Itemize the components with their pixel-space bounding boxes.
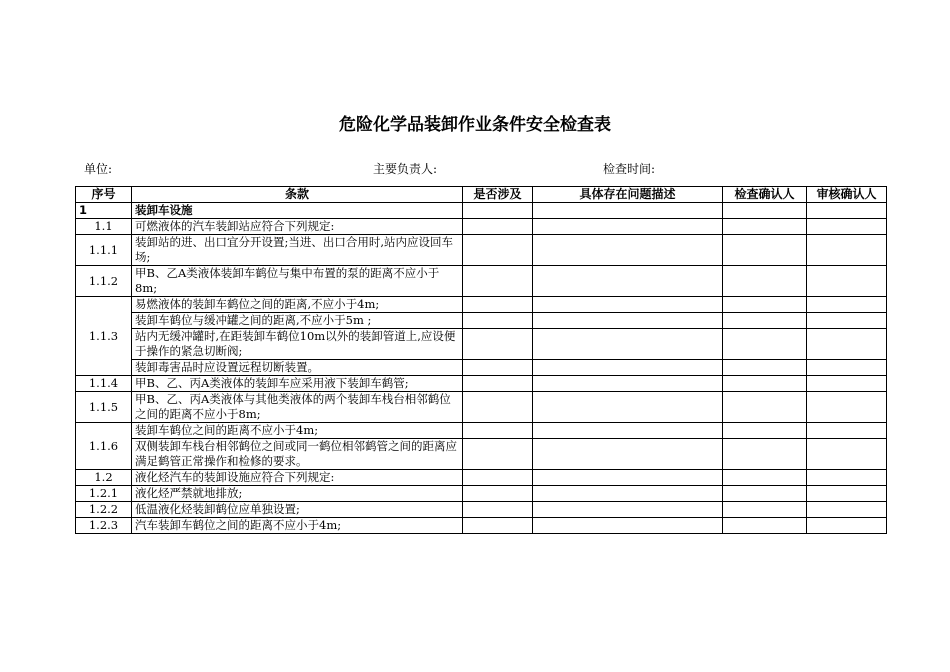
reviewer-cell[interactable] <box>807 297 887 313</box>
clause-text: 液化烃汽车的装卸设施应符合下列规定: <box>132 470 463 486</box>
section-row <box>76 203 887 219</box>
clause-text: 站内无缓冲罐时,在距装卸车鹤位10m以外的装卸管道上,应设便于操作的紧急切断阀; <box>132 329 463 360</box>
checker-cell[interactable] <box>723 423 807 439</box>
checker-cell[interactable] <box>723 502 807 518</box>
reviewer-cell[interactable] <box>807 203 887 219</box>
table-row <box>76 486 887 502</box>
reviewer-cell[interactable] <box>807 502 887 518</box>
problem-cell[interactable] <box>533 219 723 235</box>
reviewer-cell[interactable] <box>807 360 887 376</box>
table-row <box>76 360 887 376</box>
problem-cell[interactable] <box>533 266 723 297</box>
checker-cell[interactable] <box>723 518 807 534</box>
reviewer-cell[interactable] <box>807 235 887 266</box>
involved-cell[interactable] <box>463 313 533 329</box>
checker-cell[interactable] <box>723 376 807 392</box>
reviewer-cell[interactable] <box>807 266 887 297</box>
col-header-involved: 是否涉及 <box>463 187 533 203</box>
reviewer-cell[interactable] <box>807 392 887 423</box>
involved-cell[interactable] <box>463 518 533 534</box>
clause-text: 装卸毒害品时应设置远程切断装置。 <box>132 360 463 376</box>
checker-cell[interactable] <box>723 235 807 266</box>
problem-cell[interactable] <box>533 329 723 360</box>
reviewer-cell[interactable] <box>807 313 887 329</box>
clause-text: 液化烃严禁就地排放; <box>132 486 463 502</box>
reviewer-cell[interactable] <box>807 376 887 392</box>
reviewer-cell[interactable] <box>807 423 887 439</box>
checker-cell[interactable] <box>723 439 807 470</box>
clause-text: 甲B、乙、丙A类液体与其他类液体的两个装卸车栈台相邻鹤位之间的距离不应小于8m; <box>132 392 463 423</box>
table-row <box>76 219 887 235</box>
involved-cell[interactable] <box>463 203 533 219</box>
problem-cell[interactable] <box>533 235 723 266</box>
problem-cell[interactable] <box>533 502 723 518</box>
row-number: 1.1.1 <box>76 235 132 266</box>
inspection-table <box>75 186 887 534</box>
row-number: 1.1.5 <box>76 392 132 423</box>
checker-cell[interactable] <box>723 392 807 423</box>
involved-cell[interactable] <box>463 219 533 235</box>
table-row <box>76 313 887 329</box>
involved-cell[interactable] <box>463 297 533 313</box>
checker-cell[interactable] <box>723 297 807 313</box>
row-number: 1.2.1 <box>76 486 132 502</box>
involved-cell[interactable] <box>463 329 533 360</box>
section-title: 装卸车设施 <box>132 203 463 219</box>
reviewer-cell[interactable] <box>807 329 887 360</box>
problem-cell[interactable] <box>533 439 723 470</box>
table-row <box>76 439 887 470</box>
table-row <box>76 423 887 439</box>
reviewer-cell[interactable] <box>807 439 887 470</box>
checker-cell[interactable] <box>723 470 807 486</box>
checker-cell[interactable] <box>723 203 807 219</box>
involved-cell[interactable] <box>463 360 533 376</box>
clause-text: 可燃液体的汽车装卸站应符合下列规定: <box>132 219 463 235</box>
table-row <box>76 329 887 360</box>
reviewer-cell[interactable] <box>807 486 887 502</box>
unit-label: 单位: <box>84 162 113 176</box>
problem-cell[interactable] <box>533 297 723 313</box>
involved-cell[interactable] <box>463 235 533 266</box>
reviewer-cell[interactable] <box>807 219 887 235</box>
checker-cell[interactable] <box>723 486 807 502</box>
problem-cell[interactable] <box>533 376 723 392</box>
involved-cell[interactable] <box>463 439 533 470</box>
row-number: 1.2.3 <box>76 518 132 534</box>
problem-cell[interactable] <box>533 313 723 329</box>
clause-text: 双侧装卸车栈台相邻鹤位之间或同一鹤位相邻鹤管之间的距离应满足鹤管正常操作和检修的要求。 <box>132 439 463 470</box>
row-number: 1.1.2 <box>76 266 132 297</box>
involved-cell[interactable] <box>463 486 533 502</box>
clause-text: 装卸站的进、出口宜分开设置;当进、出口合用时,站内应设回车场; <box>132 235 463 266</box>
table-row <box>76 470 887 486</box>
problem-cell[interactable] <box>533 423 723 439</box>
table-row <box>76 235 887 266</box>
checker-cell[interactable] <box>723 266 807 297</box>
checker-cell[interactable] <box>723 219 807 235</box>
table-row <box>76 518 887 534</box>
problem-cell[interactable] <box>533 360 723 376</box>
checker-cell[interactable] <box>723 329 807 360</box>
reviewer-cell[interactable] <box>807 470 887 486</box>
involved-cell[interactable] <box>463 470 533 486</box>
problem-cell[interactable] <box>533 203 723 219</box>
problem-cell[interactable] <box>533 518 723 534</box>
page-title: 危险化学品装卸作业条件安全检查表 <box>339 115 611 135</box>
problem-cell[interactable] <box>533 470 723 486</box>
checker-cell[interactable] <box>723 360 807 376</box>
row-number: 1.1 <box>76 219 132 235</box>
clause-text: 装卸车鹤位之间的距离不应小于4m; <box>132 423 463 439</box>
row-number: 1.1.3 <box>76 297 132 376</box>
involved-cell[interactable] <box>463 502 533 518</box>
table-row <box>76 266 887 297</box>
clause-text: 低温液化烃装卸鹤位应单独设置; <box>132 502 463 518</box>
owner-label: 主要负责人: <box>373 162 438 176</box>
table-row <box>76 297 887 313</box>
section-number: 1 <box>76 203 132 219</box>
row-number: 1.2 <box>76 470 132 486</box>
clause-text: 汽车装卸车鹤位之间的距离不应小于4m; <box>132 518 463 534</box>
reviewer-cell[interactable] <box>807 518 887 534</box>
problem-cell[interactable] <box>533 486 723 502</box>
clause-text: 装卸车鹤位与缓冲罐之间的距离,不应小于5m ; <box>132 313 463 329</box>
checker-cell[interactable] <box>723 313 807 329</box>
involved-cell[interactable] <box>463 423 533 439</box>
row-number: 1.1.4 <box>76 376 132 392</box>
table-row <box>76 392 887 423</box>
table-row <box>76 376 887 392</box>
involved-cell[interactable] <box>463 376 533 392</box>
row-number: 1.2.2 <box>76 502 132 518</box>
table-row <box>76 502 887 518</box>
clause-text: 易燃液体的装卸车鹤位之间的距离,不应小于4m; <box>132 297 463 313</box>
clause-text: 甲B、乙、丙A类液体的装卸车应采用液下装卸车鹤管; <box>132 376 463 392</box>
col-header-clause: 条款 <box>132 187 463 203</box>
clause-text: 甲B、乙A类液体装卸车鹤位与集中布置的泵的距离不应小于8m; <box>132 266 463 297</box>
involved-cell[interactable] <box>463 266 533 297</box>
check-time-label: 检查时间: <box>603 162 656 176</box>
involved-cell[interactable] <box>463 392 533 423</box>
col-header-number: 序号 <box>76 187 132 203</box>
table-header-row <box>76 187 887 203</box>
problem-cell[interactable] <box>533 392 723 423</box>
col-header-reviewer: 审核确认人 <box>807 187 887 203</box>
col-header-checker: 检查确认人 <box>723 187 807 203</box>
col-header-problem: 具体存在问题描述 <box>533 187 723 203</box>
row-number: 1.1.6 <box>76 423 132 470</box>
